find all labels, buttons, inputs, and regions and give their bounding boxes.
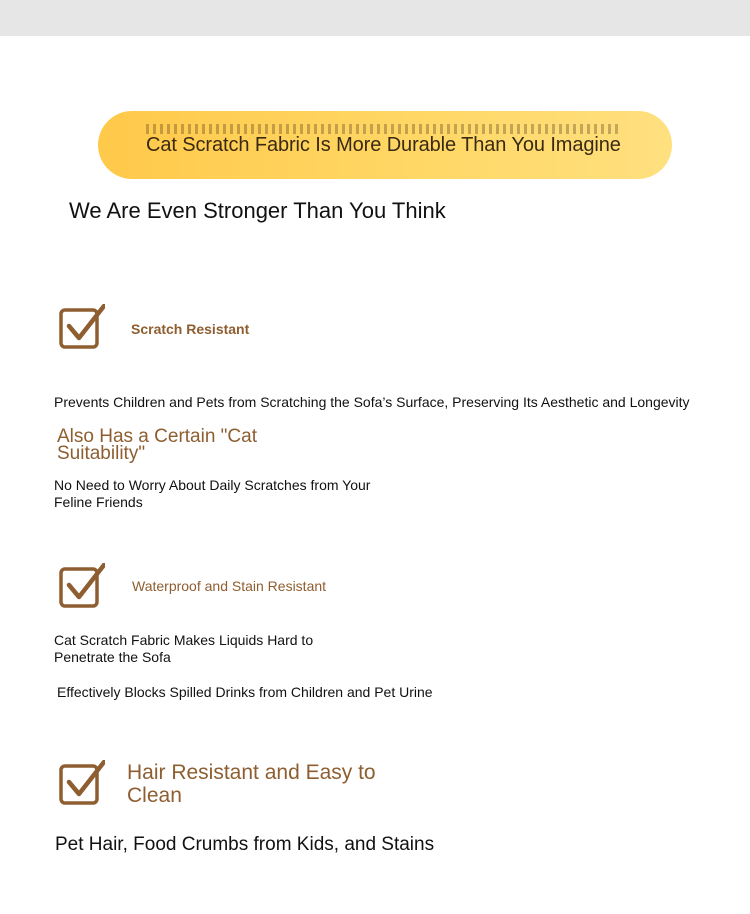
checkbox-checkmark-icon xyxy=(59,563,105,609)
section-body-scratch: Prevents Children and Pets from Scratching the Sofa’s Surface, Preserving Its Aesthetic and Longevity xyxy=(54,394,690,410)
section-heading-hair-resistant: Hair Resistant and Easy to Clean xyxy=(127,761,376,807)
section-subbody-scratch: No Need to Worry About Daily Scratches from Your Feline Friends xyxy=(54,477,371,510)
checkbox-checkmark-icon xyxy=(59,760,105,806)
top-bar xyxy=(0,0,750,36)
checkbox-checkmark-icon xyxy=(59,304,105,350)
section-body-waterproof: Cat Scratch Fabric Makes Liquids Hard to Penetrate the Sofa xyxy=(54,632,314,665)
section-heading-scratch-resistant: Scratch Resistant xyxy=(131,321,250,337)
title-banner xyxy=(98,111,672,179)
section-body2-waterproof: Effectively Blocks Spilled Drinks from Children and Pet Urine xyxy=(57,684,433,700)
page-subtitle: We Are Even Stronger Than You Think xyxy=(69,198,446,223)
section-body-hair: Pet Hair, Food Crumbs from Kids, and Stains xyxy=(55,834,435,855)
section-subheading-cat-suitability: Also Has a Certain "Cat Suitability" xyxy=(57,426,257,464)
banner-title: Cat Scratch Fabric Is More Durable Than You Imagine xyxy=(146,131,621,159)
section-heading-waterproof: Waterproof and Stain Resistant xyxy=(132,578,327,594)
